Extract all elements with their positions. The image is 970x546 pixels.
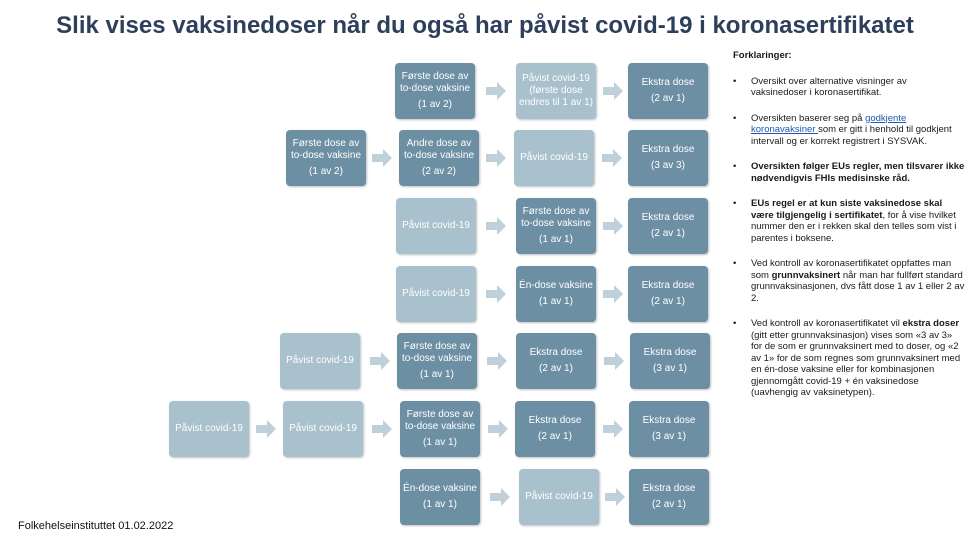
- box-label: Påvist covid-19: [525, 491, 593, 502]
- dose-count: (1 av 1): [423, 437, 457, 448]
- dose-count: (1 av 2): [418, 99, 452, 110]
- box-covid-confirmed: [516, 63, 596, 119]
- bullet-icon: •: [733, 112, 737, 124]
- box-label: Én-dose vaksine: [403, 483, 477, 494]
- arrow-right-icon: [486, 81, 506, 101]
- legend-list: [733, 76, 965, 399]
- legend-title: Forklaringer:: [733, 50, 792, 61]
- legend-item: [733, 76, 965, 99]
- box-extra-dose: [629, 401, 709, 457]
- arrow-right-icon: [486, 284, 506, 304]
- box-label: Påvist covid-19: [289, 423, 357, 434]
- box-first-dose-two-dose-vaccine: [286, 130, 366, 186]
- box-label: Ekstra dose: [641, 77, 695, 88]
- bullet-icon: •: [733, 161, 737, 172]
- legend-text: grunnvaksinert: [771, 269, 841, 281]
- arrow-right-icon: [370, 351, 390, 371]
- box-label: Første dose av to-dose vaksine: [290, 138, 362, 161]
- box-extra-dose: [628, 63, 708, 119]
- legend-text: ekstra doser: [902, 318, 960, 329]
- box-first-dose-two-dose-vaccine: [397, 333, 477, 389]
- dose-count: (1 av 1): [423, 499, 457, 510]
- box-label: Én-dose vaksine: [519, 280, 593, 291]
- box-extra-dose: [516, 333, 596, 389]
- box-extra-dose: [628, 198, 708, 254]
- legend-panel: [733, 50, 965, 413]
- dose-count: (2 av 2): [422, 166, 456, 177]
- box-label: Ekstra dose: [643, 347, 697, 358]
- legend-item: [733, 161, 965, 184]
- dose-count: (1 av 1): [539, 234, 573, 245]
- box-label: Påvist covid-19: [522, 73, 590, 84]
- legend-item: [733, 318, 965, 399]
- box-label: Påvist covid-19: [286, 355, 354, 366]
- box-first-dose-two-dose-vaccine: [400, 401, 480, 457]
- footer-source: Folkehelseinstituttet 01.02.2022: [18, 520, 174, 532]
- box-label: Første dose av to-dose vaksine: [520, 206, 592, 229]
- box-label: Påvist covid-19: [175, 423, 243, 434]
- arrow-right-icon: [603, 81, 623, 101]
- box-covid-confirmed: [169, 401, 249, 457]
- box-note: (første dose endres til 1 av 1): [519, 85, 593, 108]
- arrow-right-icon: [372, 148, 392, 168]
- box-first-dose-two-dose-vaccine: [395, 63, 475, 119]
- box-label: Ekstra dose: [642, 483, 696, 494]
- box-extra-dose: [630, 333, 710, 389]
- arrow-right-icon: [256, 419, 276, 439]
- arrow-right-icon: [488, 419, 508, 439]
- dose-count: (2 av 1): [651, 228, 685, 239]
- dose-count: (1 av 1): [420, 369, 454, 380]
- bullet-icon: •: [733, 318, 737, 329]
- legend-text: når man har fullført standard grunnvaksinasjonen, dvs fått dose 1 av 1 eller 2 av 2.: [751, 269, 965, 304]
- box-label: Andre dose av to-dose vaksine: [403, 138, 475, 161]
- legend-item: [733, 198, 965, 244]
- dose-count: (1 av 2): [309, 166, 343, 177]
- dose-count: (1 av 1): [539, 296, 573, 307]
- arrow-right-icon: [490, 487, 510, 507]
- approved-vaccines-link[interactable]: godkjente koronavaksiner: [751, 112, 907, 135]
- box-label: Ekstra dose: [641, 212, 695, 223]
- box-label: Påvist covid-19: [402, 288, 470, 299]
- box-first-dose-two-dose-vaccine: [516, 198, 596, 254]
- box-extra-dose: [515, 401, 595, 457]
- arrow-right-icon: [604, 351, 624, 371]
- box-extra-dose: [629, 469, 709, 525]
- legend-text: Ved kontroll av koronasertifikatet oppfattes man som: [751, 258, 952, 281]
- box-label: Ekstra dose: [642, 415, 696, 426]
- dose-count: (3 av 1): [652, 431, 686, 442]
- box-covid-confirmed: [283, 401, 363, 457]
- box-label: Ekstra dose: [528, 415, 582, 426]
- box-covid-confirmed: [514, 130, 594, 186]
- box-extra-dose: [628, 266, 708, 322]
- box-one-dose-vaccine: [516, 266, 596, 322]
- arrow-right-icon: [487, 351, 507, 371]
- legend-text: , for å vise hvilket nummer den er i rekken skal den telles som vist i parentes i boksene.: [751, 209, 957, 244]
- box-label: Ekstra dose: [641, 280, 695, 291]
- bullet-icon: •: [733, 258, 737, 269]
- dose-count: (3 av 1): [653, 363, 687, 374]
- arrow-right-icon: [603, 284, 623, 304]
- box-extra-dose: [628, 130, 708, 186]
- box-label: Første dose av to-dose vaksine: [401, 341, 473, 364]
- arrow-right-icon: [603, 216, 623, 236]
- box-one-dose-vaccine: [400, 469, 480, 525]
- bullet-icon: •: [733, 75, 737, 87]
- dose-count: (3 av 3): [651, 160, 685, 171]
- legend-text: Ved kontroll av koronasertifikatet vil: [751, 318, 903, 329]
- box-label: Ekstra dose: [641, 144, 695, 155]
- dose-count: (2 av 1): [651, 296, 685, 307]
- dose-count: (2 av 1): [538, 431, 572, 442]
- box-label: Ekstra dose: [529, 347, 583, 358]
- box-label: Påvist covid-19: [520, 152, 588, 163]
- box-label: Første dose av to-dose vaksine: [399, 71, 471, 94]
- box-covid-confirmed: [396, 198, 476, 254]
- legend-text: Oversikten baserer seg på: [751, 112, 866, 124]
- arrow-right-icon: [486, 148, 506, 168]
- arrow-right-icon: [605, 487, 625, 507]
- legend-text: Oversikt over alternative visninger av vaksinedoser i koronasertifikat.: [751, 75, 907, 98]
- box-label: Første dose av to-dose vaksine: [404, 409, 476, 432]
- arrow-right-icon: [603, 419, 623, 439]
- box-second-dose-two-dose-vaccine: [399, 130, 479, 186]
- arrow-right-icon: [602, 148, 622, 168]
- box-label: Påvist covid-19: [402, 220, 470, 231]
- dose-count: (2 av 1): [539, 363, 573, 374]
- legend-text: EUs regel er at kun siste vaksinedose skal være tilgjengelig i sertifikatet: [751, 198, 943, 221]
- dose-count: (2 av 1): [651, 93, 685, 104]
- legend-text: som er gitt i henhold til godkjent intervall og er korrekt registrert i SYSVAK.: [751, 124, 952, 147]
- page-title: Slik vises vaksinedoser når du også har påvist covid-19 i koronasertifikatet: [56, 12, 914, 39]
- arrow-right-icon: [486, 216, 506, 236]
- legend-text: Oversikten følger EUs regler, men tilsvarer ikke nødvendigvis FHIs medisinske råd.: [751, 161, 965, 184]
- legend-item: [733, 113, 965, 148]
- legend-text: (gitt etter grunnvaksinasjon) vises som «3 av 3» for de som er grunnvaksinert med to doser, og «2 av 1» for de som regnes som grunnvaksinert med en én-dose vaksine eller for kombinasjonen gjennomgått covid-19 + én vaksinedose (uavhengig av vaksinetypen).: [751, 329, 961, 398]
- legend-item: [733, 258, 965, 304]
- bullet-icon: •: [733, 198, 737, 209]
- box-covid-confirmed: [396, 266, 476, 322]
- dose-count: (2 av 1): [652, 499, 686, 510]
- arrow-right-icon: [372, 419, 392, 439]
- box-covid-confirmed: [519, 469, 599, 525]
- box-covid-confirmed: [280, 333, 360, 389]
